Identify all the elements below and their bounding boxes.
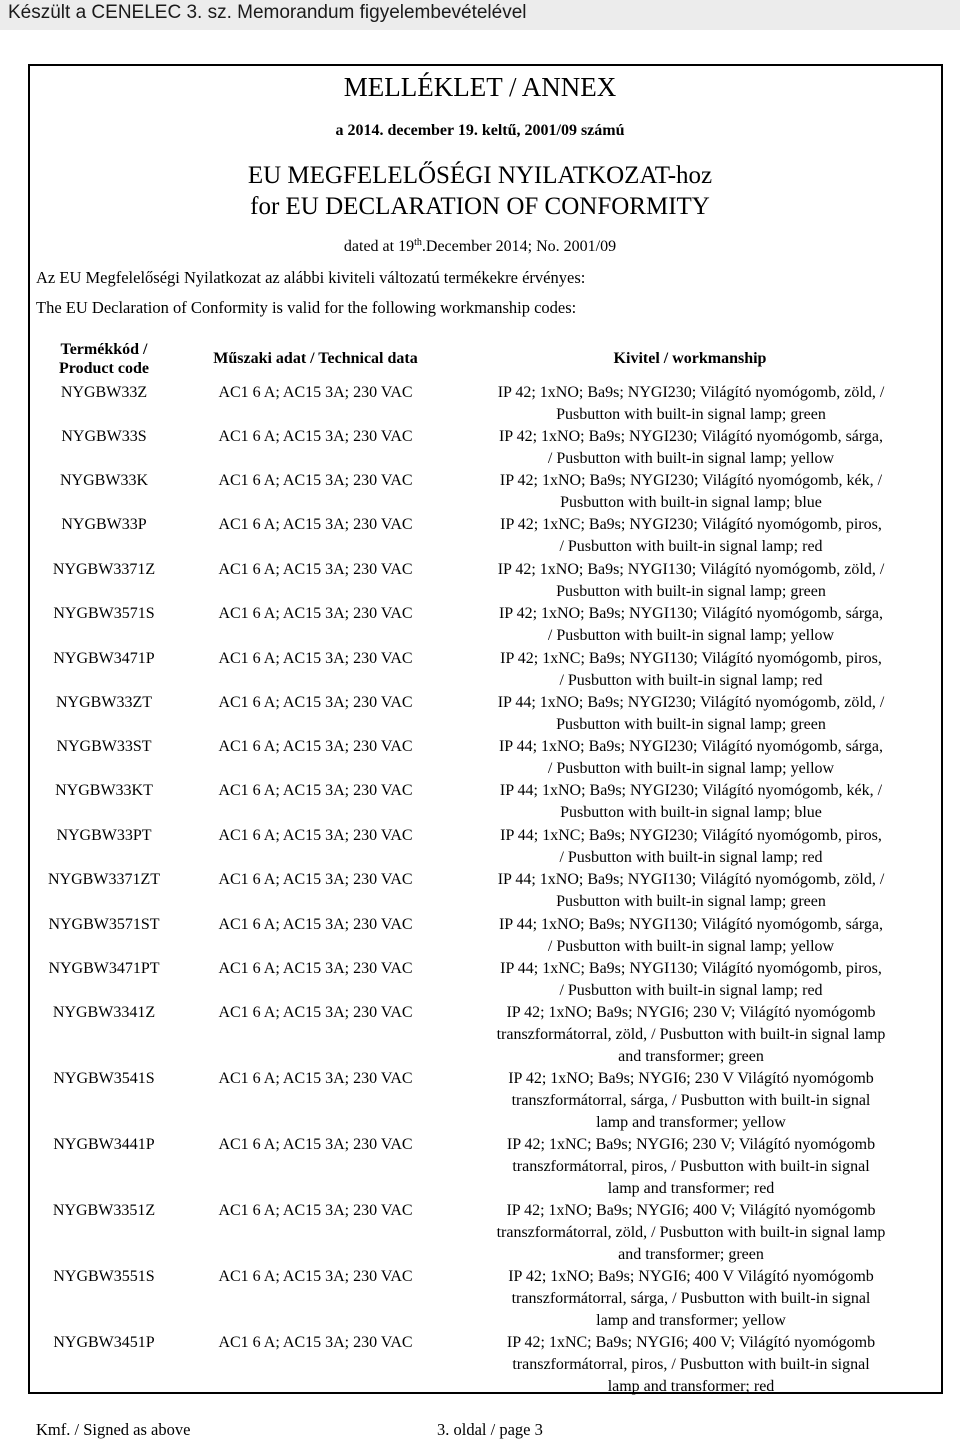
product-code: NYGBW3541S xyxy=(53,1070,155,1087)
document-header-bar xyxy=(0,0,960,30)
product-code: NYGBW3371Z xyxy=(52,561,156,578)
workmanship-line: IP 42; 1xNC; Ba9s; NYGI230; Világító nyomógomb, piros, xyxy=(500,516,882,533)
workmanship-line: IP 42; 1xNC; Ba9s; NYGI6; 230 V; Világító nyomógomb xyxy=(506,1136,876,1153)
workmanship xyxy=(452,958,930,1002)
technical-data: AC1 6 A; AC15 3A; 230 VAC xyxy=(218,694,413,711)
workmanship-line: IP 44; 1xNC; Ba9s; NYGI130; Világító nyomógomb, piros, xyxy=(500,960,882,977)
workmanship-line: Pusbutton with built-in signal lamp; green xyxy=(556,583,826,600)
annex-title: MELLÉKLET / ANNEX xyxy=(343,72,617,102)
intro-en: The EU Declaration of Conformity is valid for the following workmanship codes: xyxy=(36,298,577,317)
dated-line xyxy=(0,238,960,256)
workmanship xyxy=(452,1200,930,1266)
signed-note: Kmf. / Signed as above xyxy=(36,1420,191,1439)
workmanship-line: IP 44; 1xNC; Ba9s; NYGI230; Világító nyomógomb, piros, xyxy=(500,827,882,844)
workmanship xyxy=(452,559,930,603)
workmanship xyxy=(452,382,930,426)
workmanship xyxy=(452,1002,930,1068)
technical-data: AC1 6 A; AC15 3A; 230 VAC xyxy=(218,428,413,445)
workmanship-line: / Pusbutton with built-in signal lamp; yellow xyxy=(547,627,835,644)
product-code: NYGBW3341Z xyxy=(52,1004,156,1021)
workmanship-line: / Pusbutton with built-in signal lamp; yellow xyxy=(547,450,835,467)
workmanship-line: / Pusbutton with built-in signal lamp; yellow xyxy=(547,760,835,777)
workmanship xyxy=(452,914,930,958)
workmanship xyxy=(452,514,930,558)
page-number: 3. oldal / page 3 xyxy=(437,1420,543,1439)
workmanship-line: / Pusbutton with built-in signal lamp; red xyxy=(559,672,823,689)
workmanship-line: IP 42; 1xNO; Ba9s; NYGI6; 230 V; Világító nyomógomb xyxy=(506,1004,876,1021)
workmanship-line: Pusbutton with built-in signal lamp; blue xyxy=(560,494,822,511)
product-code: NYGBW33P xyxy=(61,516,147,533)
product-code: NYGBW3371ZT xyxy=(48,871,160,888)
workmanship xyxy=(452,780,930,824)
workmanship-line: Pusbutton with built-in signal lamp; blue xyxy=(560,804,822,821)
product-code: NYGBW33Z xyxy=(60,384,148,401)
workmanship-line: transzformátorral, zöld, / Pusbutton with built-in signal lamp xyxy=(496,1224,886,1241)
technical-data: AC1 6 A; AC15 3A; 230 VAC xyxy=(218,871,413,888)
header-product-code-line1: Termékkód / xyxy=(60,341,148,358)
workmanship-line: and transformer; green xyxy=(618,1246,764,1263)
workmanship xyxy=(452,692,930,736)
product-code: NYGBW3571S xyxy=(53,605,155,622)
workmanship-line: / Pusbutton with built-in signal lamp; red xyxy=(559,982,823,999)
workmanship-line: IP 42; 1xNO; Ba9s; NYGI6; 400 V Világító nyomógomb xyxy=(508,1268,874,1285)
workmanship-line: / Pusbutton with built-in signal lamp; red xyxy=(559,849,823,866)
workmanship xyxy=(452,736,930,780)
workmanship xyxy=(452,603,930,647)
workmanship-line: IP 42; 1xNO; Ba9s; NYGI230; Világító nyomógomb, kék, / xyxy=(499,472,883,489)
technical-data: AC1 6 A; AC15 3A; 230 VAC xyxy=(218,472,413,489)
technical-data: AC1 6 A; AC15 3A; 230 VAC xyxy=(218,1070,413,1087)
product-code: NYGBW3351Z xyxy=(52,1202,156,1219)
workmanship-line: IP 42; 1xNO; Ba9s; NYGI230; Világító nyomógomb, zöld, / xyxy=(497,384,885,401)
workmanship-line: / Pusbutton with built-in signal lamp; red xyxy=(559,538,823,555)
header-product-code xyxy=(40,340,168,378)
product-code: NYGBW3471P xyxy=(53,650,155,667)
technical-data: AC1 6 A; AC15 3A; 230 VAC xyxy=(218,1334,413,1351)
workmanship-line: and transformer; green xyxy=(618,1048,764,1065)
workmanship xyxy=(452,426,930,470)
workmanship xyxy=(452,1266,930,1332)
workmanship-line: IP 42; 1xNO; Ba9s; NYGI230; Világító nyomógomb, sárga, xyxy=(498,428,884,445)
intro-hu: Az EU Megfelelőségi Nyilatkozat az alábbi kiviteli változatú termékekre érvényes: xyxy=(36,268,586,287)
eu-declaration-title-en: for EU DECLARATION OF CONFORMITY xyxy=(250,193,710,220)
dated-pre: dated at 19 xyxy=(343,238,415,255)
workmanship-line: lamp and transformer; red xyxy=(607,1180,775,1197)
workmanship-line: IP 42; 1xNO; Ba9s; NYGI6; 230 V Világító nyomógomb xyxy=(508,1070,874,1087)
workmanship-line: lamp and transformer; yellow xyxy=(596,1312,786,1329)
workmanship xyxy=(452,869,930,913)
declaration-date-line: a 2014. december 19. keltű, 2001/09 számú xyxy=(335,122,625,139)
workmanship-line: IP 44; 1xNO; Ba9s; NYGI230; Világító nyomógomb, zöld, / xyxy=(497,694,885,711)
technical-data: AC1 6 A; AC15 3A; 230 VAC xyxy=(218,1202,413,1219)
workmanship-line: IP 44; 1xNO; Ba9s; NYGI130; Világító nyomógomb, sárga, xyxy=(498,916,884,933)
technical-data: AC1 6 A; AC15 3A; 230 VAC xyxy=(218,782,413,799)
workmanship xyxy=(452,1134,930,1200)
header-text: Készült a CENELEC 3. sz. Memorandum figyelembevételével xyxy=(8,2,527,23)
workmanship-line: IP 42; 1xNO; Ba9s; NYGI6; 400 V; Világító nyomógomb xyxy=(506,1202,876,1219)
workmanship-line: transzformátorral, sárga, / Pusbutton with built-in signal xyxy=(511,1290,871,1307)
workmanship xyxy=(452,1332,930,1398)
technical-data: AC1 6 A; AC15 3A; 230 VAC xyxy=(218,650,413,667)
eu-declaration-title-hu: EU MEGFELELŐSÉGI NYILATKOZAT-hoz xyxy=(247,162,713,189)
technical-data: AC1 6 A; AC15 3A; 230 VAC xyxy=(218,916,413,933)
workmanship-line: transzformátorral, piros, / Pusbutton with built-in signal xyxy=(512,1158,870,1175)
workmanship xyxy=(452,648,930,692)
header-product-code-line2: Product code xyxy=(59,360,149,377)
workmanship-line: IP 44; 1xNO; Ba9s; NYGI230; Világító nyomógomb, kék, / xyxy=(499,782,883,799)
product-code: NYGBW33K xyxy=(60,472,148,489)
workmanship-line: IP 42; 1xNO; Ba9s; NYGI130; Világító nyomógomb, sárga, xyxy=(498,605,884,622)
technical-data: AC1 6 A; AC15 3A; 230 VAC xyxy=(218,1268,413,1285)
dated-sup: th xyxy=(414,237,422,248)
technical-data: AC1 6 A; AC15 3A; 230 VAC xyxy=(218,738,413,755)
product-code: NYGBW3451P xyxy=(53,1334,155,1351)
workmanship-line: IP 42; 1xNC; Ba9s; NYGI130; Világító nyomógomb, piros, xyxy=(500,650,882,667)
technical-data: AC1 6 A; AC15 3A; 230 VAC xyxy=(218,1136,413,1153)
product-code: NYGBW3551S xyxy=(53,1268,155,1285)
product-code: NYGBW33PT xyxy=(56,827,152,844)
header-workmanship: Kivitel / workmanship xyxy=(613,350,767,367)
header-technical-data: Műszaki adat / Technical data xyxy=(213,350,418,367)
product-code: NYGBW3471PT xyxy=(48,960,160,977)
workmanship-line: transzformátorral, zöld, / Pusbutton with built-in signal lamp xyxy=(496,1026,886,1043)
product-code: NYGBW3441P xyxy=(53,1136,155,1153)
technical-data: AC1 6 A; AC15 3A; 230 VAC xyxy=(218,1004,413,1021)
product-code: NYGBW33ZT xyxy=(56,694,152,711)
workmanship-line: / Pusbutton with built-in signal lamp; yellow xyxy=(547,938,835,955)
technical-data: AC1 6 A; AC15 3A; 230 VAC xyxy=(218,605,413,622)
dated-post: .December 2014; No. 2001/09 xyxy=(421,238,617,255)
workmanship xyxy=(452,470,930,514)
workmanship-line: Pusbutton with built-in signal lamp; green xyxy=(556,716,826,733)
product-code: NYGBW33S xyxy=(61,428,147,445)
workmanship xyxy=(452,1068,930,1134)
technical-data: AC1 6 A; AC15 3A; 230 VAC xyxy=(218,384,413,401)
workmanship-line: lamp and transformer; red xyxy=(607,1378,775,1395)
technical-data: AC1 6 A; AC15 3A; 230 VAC xyxy=(218,960,413,977)
product-code: NYGBW33KT xyxy=(55,782,153,799)
workmanship-line: Pusbutton with built-in signal lamp; green xyxy=(556,406,826,423)
workmanship-line: transzformátorral, piros, / Pusbutton with built-in signal xyxy=(512,1356,870,1373)
technical-data: AC1 6 A; AC15 3A; 230 VAC xyxy=(218,516,413,533)
technical-data: AC1 6 A; AC15 3A; 230 VAC xyxy=(218,561,413,578)
technical-data: AC1 6 A; AC15 3A; 230 VAC xyxy=(218,827,413,844)
workmanship-line: transzformátorral, sárga, / Pusbutton with built-in signal xyxy=(511,1092,871,1109)
workmanship-line: IP 42; 1xNC; Ba9s; NYGI6; 400 V; Világító nyomógomb xyxy=(506,1334,876,1351)
workmanship-line: Pusbutton with built-in signal lamp; green xyxy=(556,893,826,910)
product-code: NYGBW33ST xyxy=(56,738,152,755)
workmanship-line: IP 42; 1xNO; Ba9s; NYGI130; Világító nyomógomb, zöld, / xyxy=(497,561,885,578)
workmanship-line: lamp and transformer; yellow xyxy=(596,1114,786,1131)
workmanship xyxy=(452,825,930,869)
workmanship-line: IP 44; 1xNO; Ba9s; NYGI230; Világító nyomógomb, sárga, xyxy=(498,738,884,755)
workmanship-line: IP 44; 1xNO; Ba9s; NYGI130; Világító nyomógomb, zöld, / xyxy=(497,871,885,888)
product-code: NYGBW3571ST xyxy=(48,916,160,933)
